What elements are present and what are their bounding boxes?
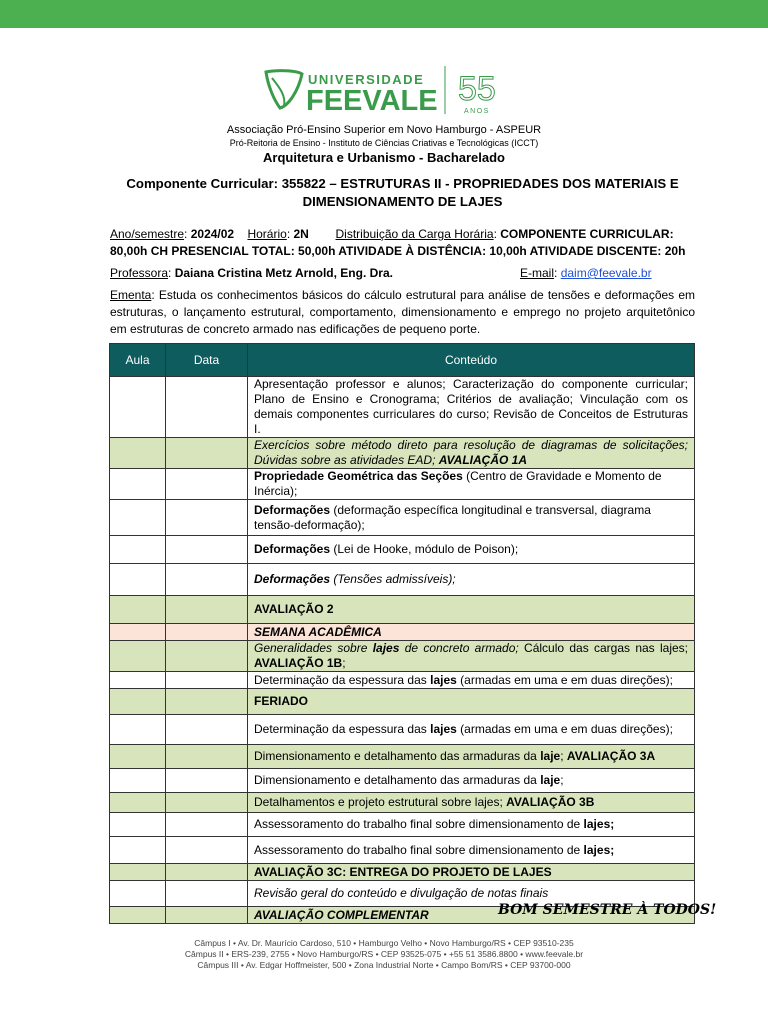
email-block: E-mail: daim@feevale.br xyxy=(520,266,652,280)
email-link[interactable]: daim@feevale.br xyxy=(560,266,652,280)
table-header-row xyxy=(110,344,695,377)
table-row xyxy=(110,837,695,864)
document-title xyxy=(110,175,695,211)
load-value-1: COMPONENTE CURRICULAR: xyxy=(500,227,674,241)
row-content: Dimensionamento e detalhamento das armaduras da laje; xyxy=(248,769,695,793)
time-value: 2N xyxy=(293,227,309,241)
slogan: BOM SEMESTRE À TODOS! xyxy=(498,902,717,918)
row-content: SEMANA ACADÊMICA xyxy=(248,624,695,641)
ementa-text: Estuda os conhecimentos básicos do cálculo estrutural para análise de tensões e deformações em estruturas, o lançamento estrutural, comportamento, dimensionamento e emprego no projeto arquitetônico em estruturas de concreto armado nas edificações de pequeno porte. xyxy=(110,288,695,336)
row-content: Deformações (Lei de Hooke, módulo de Poison); xyxy=(248,536,695,564)
header-conteudo: Conteúdo xyxy=(248,344,695,377)
title-line-2: DIMENSIONAMENTO DE LAJES xyxy=(302,194,503,209)
logo-years-label: ANOS xyxy=(464,108,490,115)
row-content: AVALIAÇÃO COMPLEMENTAR xyxy=(248,907,695,924)
top-green-bar xyxy=(0,0,768,28)
row-content: Exercícios sobre método direto para resolução de diagramas de solicitações; Dúvidas sobre as atividades EAD; AVALIAÇÃO 1A xyxy=(248,438,695,469)
logo-years: 55 xyxy=(458,70,496,108)
table-row xyxy=(110,793,695,813)
year-label: Ano/semestre xyxy=(110,227,185,241)
table-row xyxy=(110,672,695,689)
schedule-info: Ano/semestre: 2024/02 Horário: 2N Distribuição da Carga Horária: COMPONENTE CURRICULAR: 80,00h CH PRESENCIAL TOTAL: 50,00h ATIVIDADE À DISTÊNCIA: 10,00h ATIVIDADE DISCENTE: 20h xyxy=(110,227,686,258)
table-row xyxy=(110,469,695,500)
table-row xyxy=(110,438,695,469)
load-value-2: 80,00h CH PRESENCIAL TOTAL: 50,00h ATIVIDADE À DISTÊNCIA: 10,00h ATIVIDADE DISCENTE: 20h xyxy=(110,244,686,258)
header-aula: Aula xyxy=(110,344,166,377)
table-row xyxy=(110,864,695,881)
feevale-logo xyxy=(262,66,514,116)
table-row xyxy=(110,813,695,837)
row-content: Generalidades sobre lajes de concreto armado; Cálculo das cargas nas lajes; AVALIAÇÃO 1B; xyxy=(248,641,695,672)
row-content: Apresentação professor e alunos; Caracterização do componente curricular; Plano de Ensino e Cronograma; Critérios de avaliação; Vinculação com os demais componentes curriculares do curso; Revisão de Conceitos de Estruturas I. xyxy=(248,377,695,438)
prof-label: Professora xyxy=(110,266,169,280)
table-row xyxy=(110,624,695,641)
row-content: Assessoramento do trabalho final sobre dimensionamento de lajes; xyxy=(248,813,695,837)
row-content: Revisão geral do conteúdo e divulgação de notas finais xyxy=(248,881,695,907)
association-line: Associação Pró-Ensino Superior em Novo Hamburgo - ASPEUR xyxy=(226,124,542,136)
time-label: Horário xyxy=(247,227,287,241)
table-row xyxy=(110,500,695,536)
campus-1-address: Câmpus I • Av. Dr. Maurício Cardoso, 510 • Hamburgo Velho • Novo Hamburgo/RS • CEP 93510-235 xyxy=(194,938,574,948)
table-row xyxy=(110,715,695,745)
row-content: Assessoramento do trabalho final sobre dimensionamento de lajes; xyxy=(248,837,695,864)
row-content: FERIADO xyxy=(248,689,695,715)
row-content: Detalhamentos e projeto estrutural sobre lajes; AVALIAÇÃO 3B xyxy=(248,793,695,813)
row-content: Determinação da espessura das lajes (armadas em uma e em duas direções); xyxy=(248,715,695,745)
header-data: Data xyxy=(166,344,248,377)
row-content: AVALIAÇÃO 2 xyxy=(248,596,695,624)
table-row xyxy=(110,641,695,672)
ementa-label: Ementa xyxy=(110,288,152,302)
table-row xyxy=(110,596,695,624)
row-content: Propriedade Geométrica das Seções (Centro de Gravidade e Momento de Inércia); xyxy=(248,469,695,500)
campus-3-address: Câmpus III • Av. Edgar Hoffmeister, 500 • Zona Industrial Norte • Campo Bom/RS • CEP 93700-000 xyxy=(197,960,571,970)
prof-value: Daiana Cristina Metz Arnold, Eng. Dra. xyxy=(174,266,393,280)
title-line-1: Componente Curricular: 355822 – ESTRUTURAS II - PROPRIEDADES DOS MATERIAIS E xyxy=(126,176,679,191)
load-label: Distribuição da Carga Horária xyxy=(335,227,494,241)
table-row xyxy=(110,377,695,438)
campus-2-address: Câmpus II • ERS-239, 2755 • Novo Hamburgo/RS • CEP 93525-075 • +55 51 3586.8800 • www.feevale.br xyxy=(184,949,584,959)
table-row xyxy=(110,745,695,769)
table-row xyxy=(110,769,695,793)
course-line: Arquitetura e Urbanismo - Bacharelado xyxy=(263,150,505,165)
year-value: 2024/02 xyxy=(190,227,235,241)
row-content: Deformações (deformação específica longitudinal e transversal, diagrama tensão-deformação); xyxy=(248,500,695,536)
row-content: Deformações (Tensões admissíveis); xyxy=(248,564,695,596)
row-content: Dimensionamento e detalhamento das armaduras da laje; AVALIAÇÃO 3A xyxy=(248,745,695,769)
schedule-table xyxy=(109,343,695,924)
rectory-line: Pró-Reitoria de Ensino - Instituto de Ciências Criativas e Tecnológicas (ICCT) xyxy=(229,138,539,148)
logo-name: FEEVALE xyxy=(306,85,438,116)
ementa-block: Ementa: Estuda os conhecimentos básicos do cálculo estrutural para análise de tensões e deformações em estruturas, o lançamento estrutural, comportamento, dimensionamento e emprego no projeto arquitetônico em estruturas de concreto armado nas edificações de pequeno porte. xyxy=(110,288,695,336)
email-label: E-mail xyxy=(520,266,555,280)
table-row xyxy=(110,689,695,715)
logo-university: UNIVERSIDADE xyxy=(308,72,425,87)
table-row xyxy=(110,564,695,596)
row-content: Determinação da espessura das lajes (armadas em uma e em duas direções); xyxy=(248,672,695,689)
table-row xyxy=(110,536,695,564)
row-content: AVALIAÇÃO 3C: ENTREGA DO PROJETO DE LAJES xyxy=(248,864,695,881)
leaf-icon xyxy=(266,71,302,108)
professor-info: Professora: Daiana Cristina Metz Arnold, Eng. Dra. E-mail: daim@feevale.br xyxy=(110,266,652,280)
